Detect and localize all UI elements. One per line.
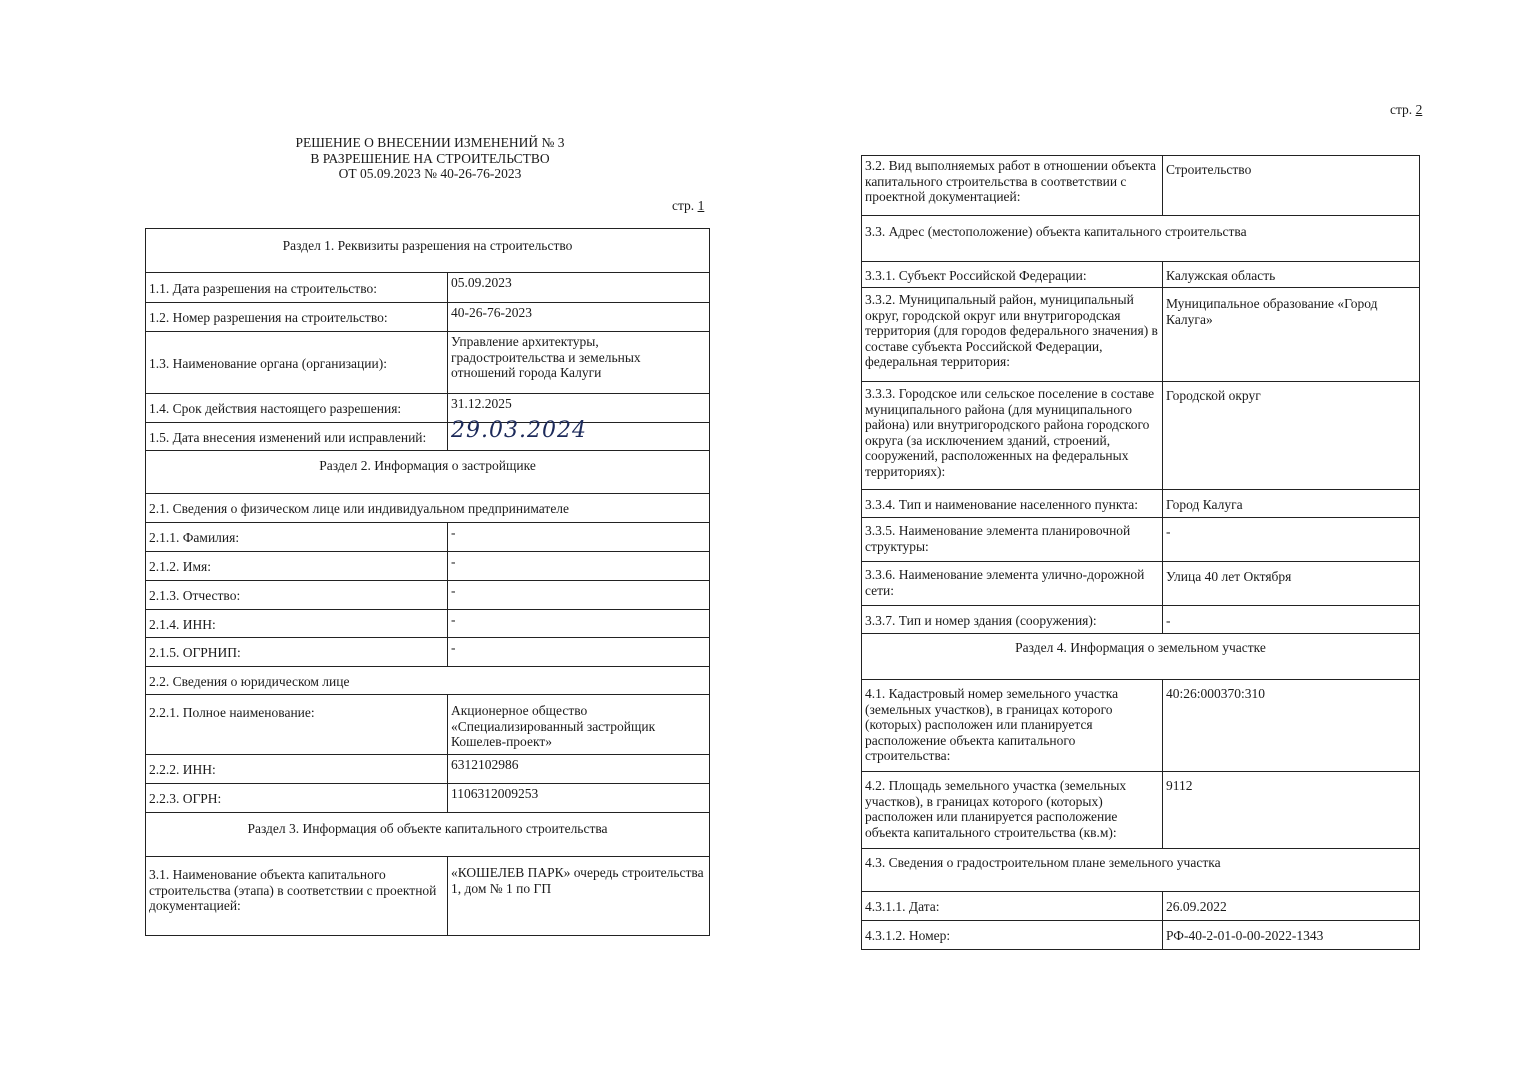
row-value: Строительство bbox=[1163, 156, 1420, 216]
row-label: 3.3.2. Муниципальный район, муниципальный округ, городской округ или внутригородская территория (для городов федерального значения) в составе субъекта Российской Федерации, федеральная территория: bbox=[862, 288, 1163, 382]
row-value: 40:26:000370:310 bbox=[1163, 680, 1420, 772]
row-label: 2.1.1. Фамилия: bbox=[146, 523, 448, 552]
row-value: Калужская область bbox=[1163, 262, 1420, 288]
row-value: Городской округ bbox=[1163, 382, 1420, 490]
row-value: Управление архитектуры, градостроительства и земельных отношений города Калуги bbox=[448, 332, 710, 394]
row-label: 2.1.5. ОГРНИП: bbox=[146, 638, 448, 667]
row-label: 3.3.1. Субъект Российской Федерации: bbox=[862, 262, 1163, 288]
row-value: Улица 40 лет Октября bbox=[1163, 562, 1420, 606]
title-line: РЕШЕНИЕ О ВНЕСЕНИИ ИЗМЕНЕНИЙ № 3 bbox=[295, 135, 565, 150]
row-value: РФ-40-2-01-0-00-2022-1343 bbox=[1163, 921, 1420, 950]
row-value: «КОШЕЛЕВ ПАРК» очередь строительства 1, дом № 1 по ГП bbox=[448, 857, 710, 936]
row-label: 2.1.4. ИНН: bbox=[146, 610, 448, 638]
row-label: 1.4. Срок действия настоящего разрешения: bbox=[146, 394, 448, 423]
title-line: В РАЗРЕШЕНИЕ НА СТРОИТЕЛЬСТВО bbox=[310, 150, 550, 166]
row-label: 3.3.4. Тип и наименование населенного пункта: bbox=[862, 490, 1163, 518]
row-label: 3.3.3. Городское или сельское поселение в составе муниципального района (для муниципального района) или внутригородского района городского округа (за исключением зданий, строений, сооружений, расположенных на федеральных территориях): bbox=[862, 382, 1163, 490]
row-label: 3.2. Вид выполняемых работ в отношении объекта капитального строительства в соответствии с проектной документацией: bbox=[862, 156, 1163, 216]
row-label: 2.1.2. Имя: bbox=[146, 552, 448, 581]
row-label: 4.1. Кадастровый номер земельного участка (земельных участков), в границах которого (которых) расположен или планируется расположение объекта капитального строительства: bbox=[862, 680, 1163, 772]
page-label: стр. bbox=[1390, 102, 1413, 117]
page-label: стр. bbox=[672, 198, 695, 213]
row-label: 1.1. Дата разрешения на строительство: bbox=[146, 273, 448, 303]
page-number-1 bbox=[672, 198, 704, 214]
page-num: 2 bbox=[1415, 102, 1423, 117]
permit-table-page1 bbox=[145, 228, 710, 936]
row-label: 2.2.3. ОГРН: bbox=[146, 784, 448, 813]
section-3-header: Раздел 3. Информация об объекте капитального строительства bbox=[146, 813, 710, 857]
row-label: 2.2.2. ИНН: bbox=[146, 755, 448, 784]
row-value: Город Калуга bbox=[1163, 490, 1420, 518]
row-label: 3.3.5. Наименование элемента планировочной структуры: bbox=[862, 518, 1163, 562]
row-value bbox=[448, 418, 710, 451]
row-value: - bbox=[448, 610, 710, 638]
row-value: - bbox=[448, 581, 710, 610]
page-number-2 bbox=[1390, 102, 1422, 118]
row-label: 1.2. Номер разрешения на строительство: bbox=[146, 303, 448, 332]
subsection: 3.3. Адрес (местоположение) объекта капитального строительства bbox=[862, 216, 1420, 262]
row-value: - bbox=[448, 523, 710, 552]
row-label: 2.2.1. Полное наименование: bbox=[146, 695, 448, 755]
row-value: 26.09.2022 bbox=[1163, 892, 1420, 921]
row-value: 9112 bbox=[1163, 772, 1420, 849]
title-line: ОТ 05.09.2023 № 40-26-76-2023 bbox=[338, 166, 522, 181]
row-label: 3.3.7. Тип и номер здания (сооружения): bbox=[862, 606, 1163, 634]
row-value: 31.12.2025 bbox=[448, 394, 710, 423]
permit-table-page2 bbox=[861, 155, 1420, 950]
row-value: - bbox=[448, 638, 710, 667]
row-label: 1.5. Дата внесения изменений или исправлений: bbox=[146, 423, 448, 451]
row-label: 2.1.3. Отчество: bbox=[146, 581, 448, 610]
row-value: - bbox=[448, 552, 710, 581]
page-num: 1 bbox=[697, 198, 705, 213]
row-value: 05.09.2023 bbox=[448, 273, 710, 303]
row-label: 3.1. Наименование объекта капитального строительства (этапа) в соответствии с проектной документацией: bbox=[146, 857, 448, 936]
row-value: Акционерное общество «Специализированный застройщик Кошелев-проект» bbox=[448, 695, 710, 755]
row-label: 4.3.1.2. Номер: bbox=[862, 921, 1163, 950]
section-2-header: Раздел 2. Информация о застройщике bbox=[146, 451, 710, 494]
row-label: 4.3.1.1. Дата: bbox=[862, 892, 1163, 921]
section-4-header: Раздел 4. Информация о земельном участке bbox=[862, 634, 1420, 680]
subsection: 2.1. Сведения о физическом лице или индивидуальном предпринимателе bbox=[146, 494, 710, 523]
row-label: 1.3. Наименование органа (организации): bbox=[146, 332, 448, 394]
subsection: 2.2. Сведения о юридическом лице bbox=[146, 667, 710, 695]
row-value: 1106312009253 bbox=[448, 784, 710, 813]
document-title bbox=[230, 135, 630, 182]
row-value: - bbox=[1163, 518, 1420, 562]
row-label: 4.2. Площадь земельного участка (земельных участков), в границах которого (которых) расположен или планируется расположение объекта капитального строительства (кв.м): bbox=[862, 772, 1163, 849]
handwritten-date: 29.03.2024 bbox=[451, 418, 587, 443]
row-value: - bbox=[1163, 606, 1420, 634]
subsection: 4.3. Сведения о градостроительном плане земельного участка bbox=[862, 849, 1420, 892]
row-label: 3.3.6. Наименование элемента улично-дорожной сети: bbox=[862, 562, 1163, 606]
row-value: 6312102986 bbox=[448, 755, 710, 784]
row-value: Муниципальное образование «Город Калуга» bbox=[1163, 288, 1420, 382]
section-1-header: Раздел 1. Реквизиты разрешения на строительство bbox=[146, 229, 710, 273]
row-value: 40-26-76-2023 bbox=[448, 303, 710, 332]
